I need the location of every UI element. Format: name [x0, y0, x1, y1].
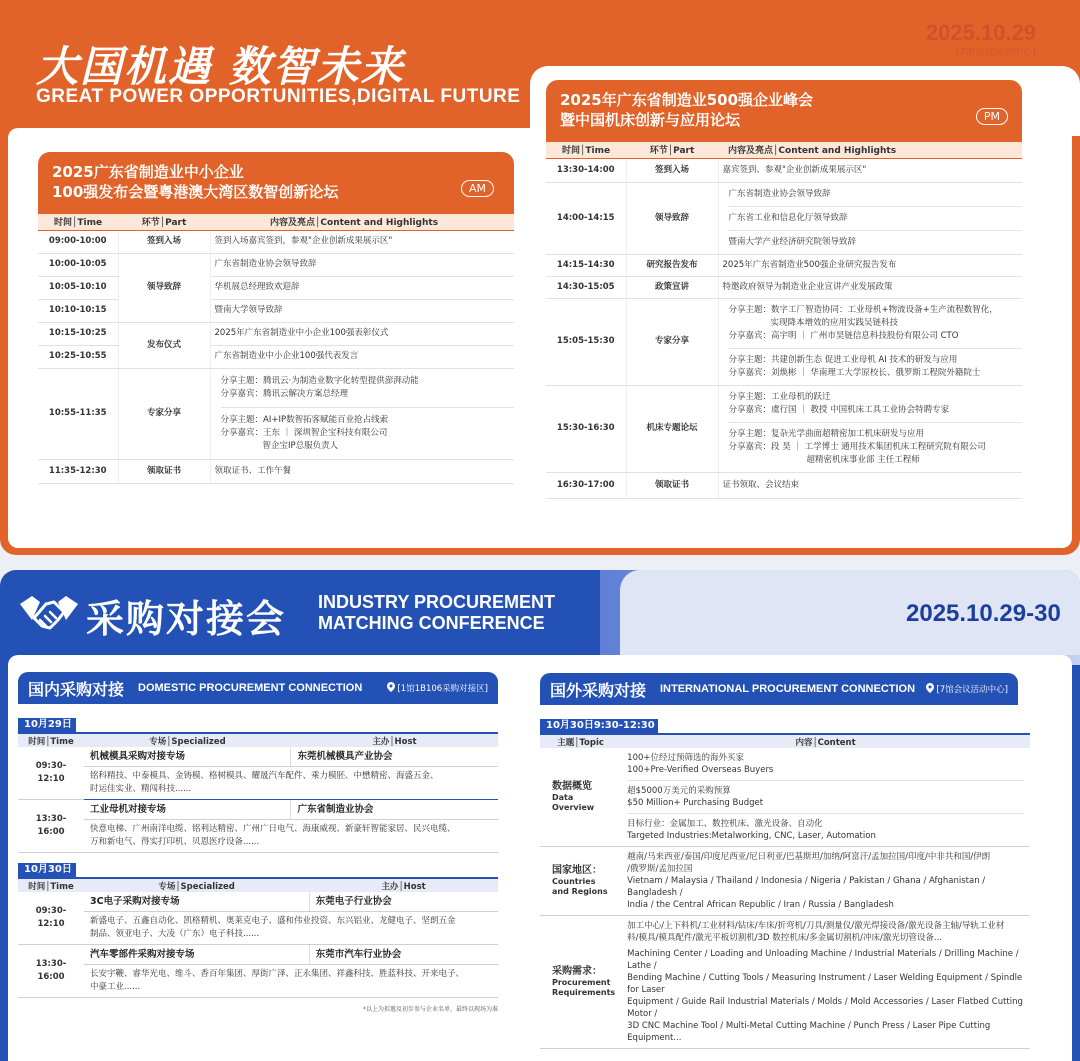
slogan-en: GREAT POWER OPPORTUNITIES,DIGITAL FUTURE [36, 86, 521, 107]
talk-speaker: 分享嘉宾：虞行国 ｜ 教授 中国机床工具工业协会特聘专家 [728, 404, 950, 415]
content-cell [621, 847, 1030, 916]
col-spec: 专场│Specialized [84, 879, 309, 892]
content-cell: 华机展总经理致欢迎辞 [210, 276, 514, 299]
content-line: 越南/马来西亚/泰国/印度尼西亚/尼日利亚/巴基斯坦/加纳/阿富汗/孟加拉国/印度/中非共和国/伊朗 [627, 852, 991, 862]
table-row [540, 748, 1030, 847]
col-time: 时间│Time [546, 142, 626, 158]
table-row-desc [18, 767, 498, 800]
content-line: 料/模具/模具配件/激光平板切割机/3D 数控机床/多金属切割机/冲床/激光切管设备... [627, 933, 942, 943]
domestic-title-en: DOMESTIC PROCUREMENT CONNECTION [138, 682, 363, 694]
pm-badge: PM [976, 108, 1008, 125]
topic-en: Procurement [552, 978, 611, 987]
content-cell: 嘉宾签到、参观"企业创新成果展示区" [718, 158, 1022, 182]
slogan-cn: 大国机遇 数智未来 [36, 42, 405, 91]
talk-speaker: 分享嘉宾：王东 ｜ 深圳智企宝科技有限公司 [220, 427, 388, 438]
table-row [38, 299, 514, 322]
table-row [540, 916, 1030, 1049]
time-cell: 15:30-16:30 [546, 385, 626, 472]
table-row [540, 847, 1030, 916]
domestic-header [18, 672, 498, 704]
part-cell: 领取证书 [118, 459, 210, 483]
content-cell [718, 298, 1022, 385]
companies-line: 新盛电子、五鑫自动化、凯格精机、奥莱克电子、盛和伟业投资、东兴铝业、龙健电子、坚朗五金 [90, 916, 456, 926]
intl-title-cn: 国外采购对接 [550, 681, 647, 700]
table-row [38, 253, 514, 276]
talk-topic: 分享主题：腾讯云·为制造业数字化转型提供澎湃动能 [220, 375, 419, 386]
table-row [38, 230, 514, 253]
content-line: 加工中心/上下料机/工业材料/钻床/车床/折弯机/刀具/测量仪/激光焊接设备/激光设备主轴/导轨工业材 [627, 921, 1005, 931]
international-header [540, 673, 1018, 705]
table-row-desc [18, 912, 498, 945]
table-row [546, 158, 1022, 182]
col-content: 内容及亮点│Content and Highlights [718, 142, 1022, 158]
content-line: 目标行业：金属加工、数控机床、激光设备、自动化 [627, 819, 823, 829]
time-cell: 14:15-14:30 [546, 254, 626, 276]
time-cell: 14:00-14:15 [546, 182, 626, 254]
spec-cell: 汽车零部件采购对接专场 [84, 945, 309, 965]
talk-speaker-title: 智企宝IP总服负责人 [262, 440, 339, 451]
companies-line: 万和新电气、得实打印机、贝恩医疗设备...... [90, 837, 260, 847]
content-line: Equipment / Guide Rail Industrial Materials / Molds / Mold Accessories / Laser Flatbed Cutting Motor / [627, 997, 1023, 1019]
part-cell: 领导致辞 [626, 182, 718, 254]
col-host: 主办│Host [309, 879, 498, 892]
content-cell [210, 368, 514, 459]
companies-line: 中豪工业...... [90, 982, 141, 992]
companies-line: 时运佳实业、精闯科技...... [90, 784, 192, 794]
companies-line: 快意电梯、广州南洋电缆、铭利达精密、广州广日电气、海康威视、新豪轩智能家居、民兴电缆、 [90, 824, 456, 834]
content-cell: 特邀政府领导为制造业企业宣讲产业发展政策 [718, 276, 1022, 298]
talk-topic-cont: 实现降本增效的应用实践吴链科技 [770, 317, 899, 328]
international-section [540, 673, 1030, 1049]
content-line: 100+Pre-Verified Overseas Buyers [627, 765, 774, 775]
content-cell [718, 182, 1022, 254]
spec-cell: 机械模具采购对接专场 [84, 747, 291, 767]
content-cell [718, 385, 1022, 472]
table-row [18, 800, 498, 820]
table-row [546, 298, 1022, 385]
talk-topic: 分享主题：数字工厂智造协同：工业母机+物流设备+生产流程数智化， [728, 304, 998, 315]
event-date: 2025.10.29 [925, 20, 1036, 45]
pm-schedule-table [546, 142, 1022, 499]
content-cell: 签到入场嘉宾签到，参观"企业创新成果展示区" [210, 230, 514, 253]
companies-line: 制品、领亚电子、大凌（广东）电子科技...... [90, 929, 260, 939]
location-pin-icon [926, 683, 934, 693]
day-label: 10月30日 [18, 863, 76, 877]
day-label: 10月30日9:30-12:30 [540, 719, 658, 733]
part-cell: 研究报告发布 [626, 254, 718, 276]
intl-title-en: INTERNATIONAL PROCUREMENT CONNECTION [660, 683, 916, 695]
content-line: 超$5000万美元的采购预算 [627, 786, 731, 796]
domestic-day2-table [18, 879, 498, 998]
table-row [546, 182, 1022, 254]
content-line: India / the Central African Republic / Iran / Russia / Bangladesh [627, 900, 894, 910]
time-cell: 13:30-14:00 [546, 158, 626, 182]
location-text: [1馆1B106采购对接区] [397, 684, 488, 694]
table-row [18, 747, 498, 767]
content-cell: 广东省制造业协会领导致辞 [210, 253, 514, 276]
time-cell: 10:00-10:05 [38, 253, 118, 276]
time-cell: 16:30-17:00 [546, 472, 626, 498]
col-spec: 专场│Specialized [84, 734, 291, 747]
am-forum [38, 152, 514, 484]
host-cell: 广东省制造业协会 [291, 800, 498, 820]
time-cell: 09:30-12:10 [18, 747, 84, 800]
procurement-title-en-2: MATCHING CONFERENCE [318, 613, 545, 633]
pm-forum-header [546, 80, 1022, 142]
time-cell: 10:55-11:35 [38, 368, 118, 459]
part-cell: 专家分享 [626, 298, 718, 385]
table-row [546, 276, 1022, 298]
col-content: 内容│Content [621, 735, 1030, 748]
part-cell: 政策宣讲 [626, 276, 718, 298]
table-row [546, 472, 1022, 498]
am-forum-title-2: 100强发布会暨粤港澳大湾区数智创新论坛 [52, 183, 339, 201]
footnote: *以上为拟邀及初步参与企业名单，最终以现场为准 [362, 1006, 498, 1013]
international-table [540, 735, 1030, 1049]
am-badge: AM [461, 180, 494, 197]
time-cell: 14:30-15:05 [546, 276, 626, 298]
procurement-date: 2025.10.29-30 [906, 600, 1061, 627]
time-cell: 10:10-10:15 [38, 299, 118, 322]
part-cell: 发布仪式 [118, 322, 210, 368]
table-row [38, 459, 514, 483]
companies-line: 长安宇鞭、睿华光电、维斗、香百年集团、厚街广泽、正永集团、祥鑫科技、胜蓝科技、开来电子、 [90, 969, 465, 979]
handshake-icon [18, 590, 80, 634]
talk-speaker: 分享嘉宾：段 昊 ｜ 工学博士 通用技术集团机床工程研究院有限公司 [728, 441, 986, 452]
topic-cell [540, 748, 621, 847]
table-row [18, 892, 498, 912]
table-row [38, 345, 514, 368]
col-time: 时间│Time [38, 214, 118, 230]
col-time: 时间│Time [18, 734, 84, 747]
table-row-desc [18, 820, 498, 853]
time-cell: 15:05-15:30 [546, 298, 626, 385]
time-cell: 09:00-10:00 [38, 230, 118, 253]
content-cell: 暨南大学领导致辞 [210, 299, 514, 322]
content-cell: 2025年广东省制造业中小企业100强表彰仪式 [210, 322, 514, 345]
table-row [18, 945, 498, 965]
talk-topic: 分享主题：工业母机的跃迁 [728, 391, 831, 402]
companies-cell [84, 965, 498, 998]
pm-forum [546, 80, 1022, 499]
topic-cell [540, 847, 621, 916]
col-topic: 主题│Topic [540, 735, 621, 748]
content-line: Vietnam / Malaysia / Thailand / Indonesia / Nigeria / Pakistan / Ghana / Afghanistan / Bangladesh / [627, 876, 986, 898]
talk-speaker: 分享嘉宾：高宇明 ｜ 广州市昊链信息科技股份有限公司 CTO [728, 330, 959, 341]
host-cell: 东莞电子行业协会 [309, 892, 498, 912]
table-row [38, 322, 514, 345]
location-text: [7馆会议活动中心] [936, 685, 1008, 695]
table-row [38, 276, 514, 299]
content-cell: 2025年广东省制造业500强企业研究报告发布 [718, 254, 1022, 276]
topic-en: Countries [552, 877, 596, 886]
talk-speaker-title: 超精密机床事业部 主任工程师 [806, 454, 920, 465]
am-schedule-table [38, 214, 514, 484]
am-forum-title-1: 2025广东省制造业中小企业 [52, 163, 244, 181]
content-line: 广东省工业和信息化厅领导致辞 [729, 207, 1023, 231]
topic-en: and Regions [552, 887, 608, 896]
location-pin-icon [387, 682, 395, 692]
content-line: 100+位经过预筛选的海外买家 [627, 753, 745, 763]
time-cell: 13:30-16:00 [18, 800, 84, 853]
time-cell: 10:05-10:10 [38, 276, 118, 299]
topic-en: Data [552, 793, 574, 802]
table-row [38, 368, 514, 459]
content-cell: 领取证书、工作午餐 [210, 459, 514, 483]
companies-line: 铭科精技、中泰模具、金铸模、格树模具、耀晟汽车配件、乘力模胚、中懋精密、海盛五金、 [90, 771, 439, 781]
pm-forum-title-1: 2025年广东省制造业500强企业峰会 [560, 91, 814, 109]
col-host: 主办│Host [291, 734, 498, 747]
talk-speaker: 分享嘉宾：刘焕彬 ｜ 华南理工大学原校长、俄罗斯工程院外籍院士 [728, 367, 981, 378]
time-cell: 10:15-10:25 [38, 322, 118, 345]
am-forum-header [38, 152, 514, 214]
domestic-section [18, 672, 498, 1013]
col-content: 内容及亮点│Content and Highlights [210, 214, 514, 230]
talk-topic: 分享主题：共建创新生态 促进工业母机 AI 技术的研发与应用 [728, 354, 958, 365]
content-line: Machining Center / Loading and Unloading Machine / Industrial Materials / Drilling Machine / Lathe / [627, 949, 1019, 971]
intl-location [926, 683, 1008, 695]
col-part: 环节│Part [626, 142, 718, 158]
content-line: 3D CNC Machine Tool / Multi-Metal Cutting Machine / Punch Press / Laser Pipe Cutting Equipment... [627, 1021, 991, 1043]
content-line: /俄罗斯/孟加拉国 [627, 864, 693, 874]
topic-en: Overview [552, 803, 595, 812]
time-cell: 11:35-12:30 [38, 459, 118, 483]
companies-cell [84, 767, 498, 800]
col-part: 环节│Part [118, 214, 210, 230]
event-venue: [7馆会议活动中心] [956, 47, 1036, 58]
domestic-location [387, 682, 488, 694]
topic-cn: 采购需求： [552, 966, 602, 977]
topic-cell [540, 916, 621, 1049]
content-line: 广东省制造业协会领导致辞 [729, 183, 1023, 207]
part-cell: 签到入场 [118, 230, 210, 253]
part-cell: 签到入场 [626, 158, 718, 182]
companies-cell [84, 912, 498, 945]
host-cell: 东莞机械模具产业协会 [291, 747, 498, 767]
topic-en: Requirements [552, 988, 616, 997]
part-cell: 领导致辞 [118, 253, 210, 322]
content-cell: 广东省制造业中小企业100强代表发言 [210, 345, 514, 368]
part-cell: 机床专题论坛 [626, 385, 718, 472]
spec-cell: 3C电子采购对接专场 [84, 892, 309, 912]
time-cell: 13:30-16:00 [18, 945, 84, 998]
companies-cell [84, 820, 498, 853]
content-cell [621, 748, 1030, 847]
procurement-title-en-1: INDUSTRY PROCUREMENT [318, 592, 556, 612]
part-cell: 领取证书 [626, 472, 718, 498]
talk-topic: 分享主题：复杂光学曲面超精密加工机床研发与应用 [728, 428, 925, 439]
col-time: 时间│Time [18, 879, 84, 892]
host-cell: 东莞市汽车行业协会 [309, 945, 498, 965]
content-line: $50 Million+ Purchasing Budget [627, 798, 764, 808]
procurement-title-cn: 采购对接会 [86, 597, 287, 641]
table-row [546, 254, 1022, 276]
part-cell: 专家分享 [118, 368, 210, 459]
table-row-desc [18, 965, 498, 998]
topic-cn: 国家地区： [552, 865, 602, 876]
domestic-day1-table [18, 734, 498, 853]
spec-cell: 工业母机对接专场 [84, 800, 291, 820]
content-cell: 证书领取、会议结束 [718, 472, 1022, 498]
table-row [546, 385, 1022, 472]
content-line: Targeted Industries:Metalworking, CNC, Laser, Automation [627, 831, 876, 841]
content-line: 暨南大学产业经济研究院领导致辞 [728, 236, 857, 247]
content-line: Bending Machine / Cutting Tools / Measuring Instrument / Laser Welding Equipment / Spindle for Laser [627, 973, 1023, 995]
domestic-title-cn: 国内采购对接 [28, 680, 125, 699]
time-cell: 10:25-10:55 [38, 345, 118, 368]
time-cell: 09:30-12:10 [18, 892, 84, 945]
day-label: 10月29日 [18, 718, 76, 732]
content-cell [621, 916, 1030, 1049]
topic-cn: 数据概览 [552, 781, 592, 792]
talk-speaker: 分享嘉宾：腾讯云解决方案总经理 [220, 388, 349, 399]
talk-topic: 分享主题：AI+IP数智拓客赋能百业抢占线索 [220, 414, 389, 425]
pm-forum-title-2: 暨中国机床创新与应用论坛 [560, 111, 741, 129]
